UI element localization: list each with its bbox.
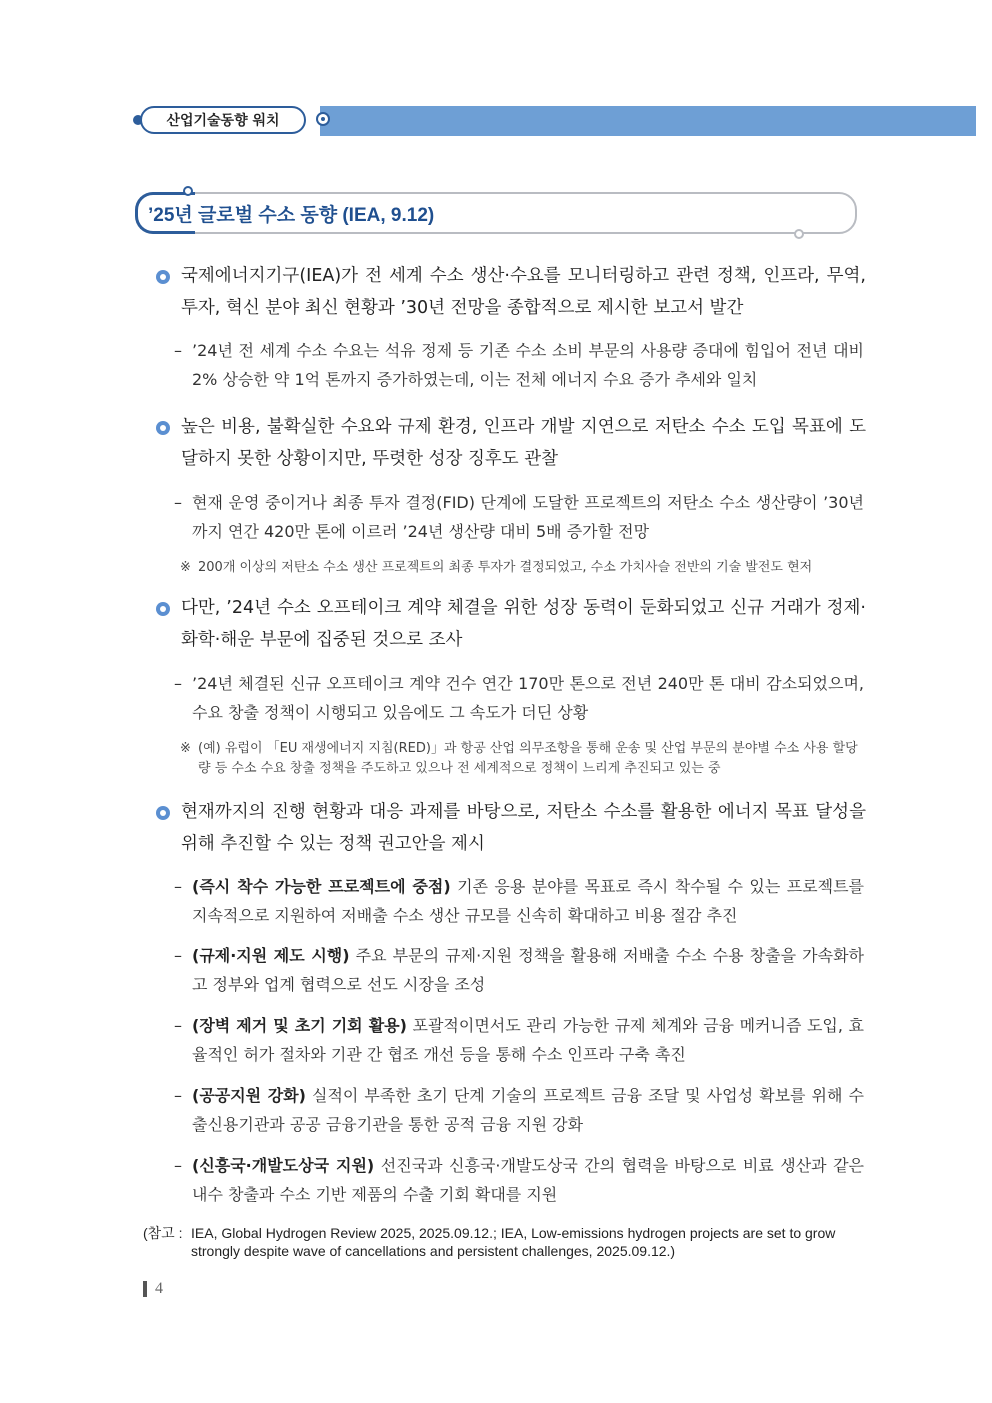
dash-marker: – — [174, 1156, 182, 1175]
page-number — [143, 1280, 163, 1298]
reference-text: IEA, Global Hydrogen Review 2025, 2025.09.12.; IEA, Low-emissions hydrogen projects are set to grow strongly despite wave of cancellations and persistent challenges, 2025.09.12.) — [191, 1225, 836, 1259]
dash-marker: – — [174, 341, 182, 360]
bullet-item — [156, 260, 866, 324]
note-text: 200개 이상의 저탄소 수소 생산 프로젝트의 최종 투자가 결정되었고, 수소 가치사슬 전반의 기술 발전도 현저 — [198, 560, 813, 575]
note — [180, 558, 870, 578]
bullet-item — [156, 411, 866, 475]
sub-item — [174, 941, 864, 999]
sub-text — [192, 1011, 864, 1069]
bullet-text: 국제에너지기구(IEA)가 전 세계 수소 생산·수요를 모니터링하고 관련 정책, 인프라, 무역, 투자, 혁신 분야 최신 현황과 ’30년 전망을 종합적으로 제시한 보고서 발간 — [181, 266, 866, 318]
sub-item — [174, 1151, 864, 1209]
section-title: ’25년 글로벌 수소 동향 (IEA, 9.12) — [148, 205, 435, 226]
dash-marker: – — [174, 946, 182, 965]
title-node-icon — [183, 186, 193, 196]
sub-text: ’24년 전 세계 수소 수요는 석유 정제 등 기존 수소 소비 부문의 사용량 증대에 힘입어 전년 대비 2% 상승한 약 1억 톤까지 증가하였는데, 이는 전체 에너지 수요 증가 추세와 일치 — [192, 341, 864, 389]
sub-item — [174, 1011, 864, 1069]
sub-item — [174, 488, 864, 546]
sub-body: 선진국과 신흥국·개발도상국 간의 협력을 바탕으로 비료 생산과 같은 내수 창출과 수소 기반 제품의 수출 기회 확대를 지원 — [192, 1156, 865, 1204]
sub-heading: (공공지원 강화) — [192, 1086, 306, 1105]
sub-text — [192, 1081, 864, 1139]
page-bar-icon — [143, 1281, 147, 1297]
sub-text: 현재 운영 중이거나 최종 투자 결정(FID) 단계에 도달한 프로젝트의 저탄소 수소 생산량이 ’30년까지 연간 420만 톤에 이르러 ’24년 생산량 대비 5배 증가할 전망 — [192, 493, 864, 541]
dash-marker: – — [174, 493, 182, 512]
bullet-item — [156, 592, 866, 656]
dash-marker: – — [174, 674, 182, 693]
sub-item — [174, 872, 864, 930]
dash-marker: – — [174, 1016, 182, 1035]
sub-body: 실적이 부족한 초기 단계 기술의 프로젝트 금융 조달 및 사업성 확보를 위해 수출신용기관과 공공 금융기관을 통한 공적 금융 지원 강화 — [192, 1086, 864, 1134]
bullet-text: 다만, ’24년 수소 오프테이크 계약 체결을 위한 성장 동력이 둔화되었고 신규 거래가 정제·화학·해운 부문에 집중된 것으로 조사 — [181, 598, 866, 650]
reference — [143, 1224, 863, 1260]
note — [180, 739, 870, 779]
bullet-text: 높은 비용, 불확실한 수요와 규제 환경, 인프라 개발 지연으로 저탄소 수소 도입 목표에 도달하지 못한 상황이지만, 뚜렷한 성장 징후도 관찰 — [181, 417, 866, 469]
page-number-text: 4 — [155, 1280, 163, 1297]
header-section-label — [140, 106, 306, 134]
sub-text — [192, 941, 864, 999]
sub-heading: (장벽 제거 및 초기 기회 활용) — [192, 1016, 407, 1035]
bullet-circle-icon — [156, 421, 170, 435]
reference-label: (참고 : — [143, 1225, 183, 1241]
sub-body: 주요 부문의 규제·지원 정책을 활용해 저배출 수소 수용 창출을 가속화하고 정부와 업계 협력으로 선도 시장을 조성 — [192, 946, 864, 994]
note-text: (예) 유럽이 「EU 재생에너지 지침(RED)」과 항공 산업 의무조항을 통해 운송 및 산업 부문의 분야별 수소 사용 할당량 등 수소 수요 창출 정책을 주도하고 있으나 전 세계적으로 정책이 느리게 추진되고 있는 중 — [198, 741, 858, 776]
header-section-label-text: 산업기술동향 워치 — [166, 113, 280, 129]
sub-body: 포괄적이면서도 관리 가능한 규제 체계와 금융 메커니즘 도입, 효율적인 허가 절차와 기관 간 협조 개선 등을 통해 수소 인프라 구축 촉진 — [192, 1016, 864, 1064]
note-mark: ※ — [180, 560, 191, 575]
sub-heading: (즉시 착수 가능한 프로젝트에 중점) — [192, 877, 451, 896]
sub-heading: (신흥국·개발도상국 지원) — [192, 1156, 375, 1175]
dash-marker: – — [174, 1086, 182, 1105]
sub-text — [192, 1151, 864, 1209]
bullet-circle-icon — [156, 602, 170, 616]
note-mark: ※ — [180, 741, 191, 756]
bullet-text: 현재까지의 진행 현황과 대응 과제를 바탕으로, 저탄소 수소를 활용한 에너지 목표 달성을 위해 추진할 수 있는 정책 권고안을 제시 — [181, 802, 866, 854]
sub-item — [174, 336, 864, 394]
bullet-circle-icon — [156, 806, 170, 820]
header-node-icon — [316, 112, 330, 126]
header-band — [320, 106, 976, 136]
sub-text: ’24년 체결된 신규 오프테이크 계약 건수 연간 170만 톤으로 전년 240만 톤 대비 감소되었으며, 수요 창출 정책이 시행되고 있음에도 그 속도가 더딘 상황 — [192, 674, 864, 722]
sub-item — [174, 1081, 864, 1139]
sub-text — [192, 872, 864, 930]
bullet-item — [156, 796, 866, 860]
dash-marker: – — [174, 877, 182, 896]
sub-item — [174, 669, 864, 727]
sub-body: 기존 응용 분야를 목표로 즉시 착수될 수 있는 프로젝트를 지속적으로 지원하여 저배출 수소 생산 규모를 신속히 확대하고 비용 절감 추진 — [192, 877, 864, 925]
bullet-circle-icon — [156, 270, 170, 284]
sub-heading: (규제·지원 제도 시행) — [192, 946, 350, 965]
title-node-icon — [794, 229, 804, 239]
